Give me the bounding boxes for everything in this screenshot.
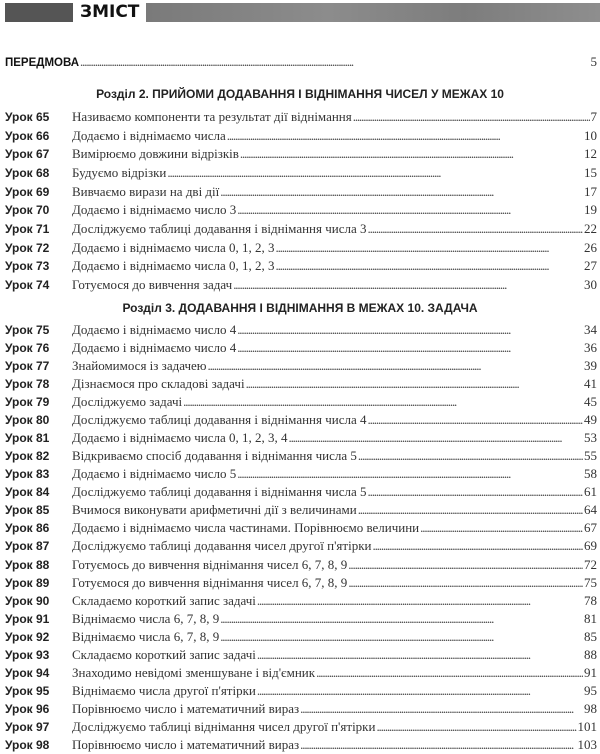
lesson-title: Порівнюємо число і математичний вираз (72, 736, 300, 752)
lesson-title: Складаємо короткий запис задачі (72, 592, 256, 608)
dot-leader (275, 239, 583, 257)
toc-entry[interactable] (5, 646, 597, 664)
dot-leader (220, 183, 583, 201)
toc-entry[interactable] (5, 447, 597, 465)
lesson-number: Урок 91 (5, 611, 50, 626)
lesson-number: Урок 84 (5, 485, 50, 500)
banner-bar-left (5, 3, 73, 22)
page-number: 69 (584, 538, 597, 554)
page-number: 34 (584, 322, 597, 337)
lesson-title: Вчимося виконувати арифметичні дії з величинами (72, 502, 357, 518)
lesson-number: Урок 70 (5, 203, 50, 218)
lesson-number: Урок 81 (5, 431, 50, 446)
dot-leader (348, 556, 583, 574)
toc-entry[interactable] (5, 574, 597, 592)
dot-leader (257, 682, 583, 700)
lesson-number: Урок 76 (5, 341, 50, 356)
lesson-number: Урок 89 (5, 575, 50, 590)
lesson-number: Урок 98 (5, 737, 50, 752)
toc-entry[interactable] (5, 339, 597, 357)
page-number: 45 (584, 394, 597, 410)
page-number: 101 (577, 718, 597, 734)
page-number: 95 (584, 682, 597, 698)
toc-entry[interactable] (5, 164, 597, 182)
dot-leader (167, 164, 583, 182)
lesson-number: Урок 79 (5, 395, 50, 410)
banner-bar-right (146, 3, 600, 22)
lesson-number: Урок 67 (5, 147, 50, 162)
lesson-number: Урок 85 (5, 503, 50, 518)
toc-entry[interactable] (5, 276, 597, 294)
lesson-title: Досліджуємо таблиці віднімання чисел другої п'ятірки (72, 718, 376, 734)
toc-entry[interactable] (5, 375, 597, 393)
lesson-number: Урок 75 (5, 323, 50, 337)
toc-entry[interactable] (5, 592, 597, 610)
lesson-title: Віднімаємо числа 6, 7, 8, 9 (72, 610, 220, 626)
page-number: 39 (584, 358, 597, 374)
lesson-number: Урок 97 (5, 719, 50, 734)
page-number: 10 (584, 127, 597, 143)
section-heading: Розділ 3. ДОДАВАННЯ І ВІДНІМАННЯ В МЕЖАХ 10. ЗАДАЧА (122, 301, 478, 315)
lesson-title: Готуємося до вивчення віднімання чисел 6, 7, 8, 9 (72, 574, 348, 590)
page-number: 85 (584, 628, 597, 644)
lesson-title: Вимірюємо довжини відрізків (72, 146, 239, 162)
page-number: 98 (584, 700, 597, 716)
lesson-number: Урок 77 (5, 359, 50, 374)
dot-leader (420, 519, 583, 537)
dot-leader (358, 501, 583, 519)
lesson-number: Урок 92 (5, 629, 50, 644)
lesson-title: Додаємо і віднімаємо число 3 (72, 202, 237, 218)
lesson-number: Урок 71 (5, 221, 50, 236)
section-heading: Розділ 2. ПРИЙОМИ ДОДАВАННЯ І ВІДНІМАННЯ ЧИСЕЛ У МЕЖАХ 10 (96, 87, 504, 101)
page-number: 36 (584, 340, 597, 356)
lesson-title: Віднімаємо числа 6, 7, 8, 9 (72, 628, 220, 644)
lesson-number: Урок 94 (5, 665, 50, 680)
page-number: 55 (584, 448, 597, 464)
toc-entry-preface[interactable] (5, 53, 597, 72)
dot-leader (237, 339, 583, 357)
lesson-title: Готуємося до вивчення задач (72, 276, 233, 292)
toc-entry[interactable] (5, 220, 597, 238)
page-number: 17 (584, 183, 597, 199)
dot-leader (237, 201, 583, 219)
page-number: 26 (584, 239, 597, 255)
dot-leader (183, 393, 583, 411)
toc-entry[interactable] (5, 537, 597, 555)
dot-leader (275, 257, 583, 275)
page-number: 27 (584, 258, 597, 274)
page-number: 49 (584, 412, 597, 428)
lesson-number: Урок 86 (5, 521, 50, 536)
lesson-title: Досліджуємо таблиці додавання чисел другої п'ятірки (72, 538, 372, 554)
lesson-title: Додаємо і віднімаємо числа (72, 127, 226, 143)
toc-entry[interactable] (5, 483, 597, 501)
toc-entry[interactable] (5, 108, 597, 126)
toc-entry[interactable] (5, 700, 597, 718)
lesson-title: Додаємо і віднімаємо числа 0, 1, 2, 3, 4 (72, 430, 288, 446)
dot-leader (257, 592, 583, 610)
lesson-title: Досліджуємо таблиці додавання і віднімання числа 4 (72, 412, 367, 428)
toc-entry[interactable] (5, 145, 597, 163)
page-number: 15 (584, 164, 597, 180)
lesson-number: Урок 95 (5, 683, 50, 698)
dot-leader (288, 429, 583, 447)
lesson-title: Досліджуємо задачі (72, 394, 183, 410)
dot-leader (300, 736, 576, 754)
lesson-title: Досліджуємо таблиці додавання і віднімання числа 3 (72, 220, 367, 236)
toc-entry[interactable] (5, 357, 597, 375)
dot-leader (237, 465, 583, 483)
page-number: 103 (577, 736, 597, 752)
dot-leader (368, 483, 584, 501)
dot-leader (368, 220, 584, 238)
lesson-number: Урок 90 (5, 593, 50, 608)
toc-entry[interactable] (5, 465, 597, 483)
page-number: 5 (590, 54, 597, 69)
lesson-title: Порівнюємо число і математичний вираз (72, 700, 300, 716)
toc-entry[interactable] (5, 556, 597, 574)
page-number: 81 (584, 610, 597, 626)
toc-entry[interactable] (5, 411, 597, 429)
dot-leader (80, 53, 589, 71)
lesson-number: Урок 68 (5, 165, 50, 180)
dot-leader (207, 357, 583, 375)
lesson-title: Додаємо і віднімаємо числа 0, 1, 2, 3 (72, 239, 275, 255)
page-number: 91 (584, 664, 597, 680)
dot-leader (353, 108, 590, 126)
dot-leader (240, 145, 583, 163)
dot-leader (372, 537, 583, 555)
toc-entry[interactable] (5, 127, 597, 145)
toc-entry[interactable] (5, 664, 597, 682)
lesson-number: Урок 88 (5, 557, 50, 572)
page-title: ЗМІСТ (80, 2, 140, 22)
toc-entry[interactable] (5, 321, 597, 339)
lesson-title: Готуємось до вивчення віднімання чисел 6, 7, 8, 9 (72, 556, 348, 572)
dot-leader (220, 610, 583, 628)
toc-entry[interactable] (5, 736, 597, 754)
lesson-number: Урок 69 (5, 184, 50, 199)
page-number: 75 (584, 574, 597, 590)
page-number: 78 (584, 592, 597, 608)
dot-leader (220, 628, 583, 646)
lesson-title: Додаємо і віднімаємо числа 0, 1, 2, 3 (72, 258, 275, 274)
dot-leader (237, 321, 583, 339)
toc-entry[interactable] (5, 519, 597, 537)
lesson-number: Урок 80 (5, 413, 50, 428)
lesson-number: Урок 73 (5, 259, 50, 274)
lesson-title: Додаємо і віднімаємо число 4 (72, 322, 237, 337)
dot-leader (376, 718, 576, 736)
page-number: 22 (584, 220, 597, 236)
toc-entry[interactable] (5, 257, 597, 275)
dot-leader (227, 127, 583, 145)
lesson-title: Досліджуємо таблиці додавання і віднімання числа 5 (72, 484, 367, 500)
lesson-title: Знаходимо невідомі зменшуване і від'ємник (72, 664, 316, 680)
lesson-number: Урок 87 (5, 539, 50, 554)
page-number: 61 (584, 484, 597, 500)
dot-leader (257, 646, 583, 664)
toc-entry[interactable] (5, 201, 597, 219)
lesson-title: Відкриваємо спосіб додавання і віднімання числа 5 (72, 448, 357, 464)
toc-entry[interactable] (5, 718, 597, 736)
lesson-title: Називаємо компоненти та результат дії віднімання (72, 109, 352, 124)
lesson-title: Додаємо і віднімаємо число 4 (72, 340, 237, 356)
toc-entry[interactable] (5, 610, 597, 628)
lesson-number: Урок 96 (5, 701, 50, 716)
dot-leader (300, 700, 583, 718)
lesson-number: Урок 74 (5, 277, 50, 292)
toc-entry[interactable] (5, 628, 597, 646)
toc-entry[interactable] (5, 239, 597, 257)
dot-leader (358, 447, 583, 465)
page-number: 7 (590, 109, 597, 124)
toc-entry[interactable] (5, 501, 597, 519)
lesson-number: Урок 82 (5, 449, 50, 464)
lesson-title: Вивчаємо вирази на дві дії (72, 183, 220, 199)
page-number: 53 (584, 430, 597, 446)
page-number: 88 (584, 646, 597, 662)
lesson-title: Віднімаємо числа другої п'ятірки (72, 682, 256, 698)
header-banner (0, 3, 600, 23)
page-number: 19 (584, 202, 597, 218)
toc-entry[interactable] (5, 429, 597, 447)
page-number: 58 (584, 466, 597, 482)
lesson-title: Додаємо і віднімаємо число 5 (72, 466, 237, 482)
lesson-title: Будуємо відрізки (72, 164, 167, 180)
lesson-title: Знайомимося із задачею (72, 358, 207, 374)
page-number: 12 (584, 146, 597, 162)
dot-leader (316, 664, 583, 682)
preface-label: ПЕРЕДМОВА (5, 57, 80, 69)
lesson-number: Урок 65 (5, 110, 50, 124)
dot-leader (348, 574, 583, 592)
lesson-number: Урок 83 (5, 467, 50, 482)
page-number: 64 (584, 502, 597, 518)
dot-leader (368, 411, 584, 429)
page-number: 41 (584, 376, 597, 392)
dot-leader (246, 375, 583, 393)
lesson-number: Урок 78 (5, 377, 50, 392)
lesson-title: Додаємо і віднімаємо числа частинами. Порівнюємо величини (72, 520, 420, 536)
lesson-title: Складаємо короткий запис задачі (72, 646, 256, 662)
lesson-number: Урок 72 (5, 240, 50, 255)
toc-entry[interactable] (5, 682, 597, 700)
lesson-number: Урок 66 (5, 128, 50, 143)
toc-entry[interactable] (5, 393, 597, 411)
page-number: 30 (584, 276, 597, 292)
dot-leader (233, 276, 583, 294)
toc-entry[interactable] (5, 183, 597, 201)
lesson-title: Дізнаємося про складові задачі (72, 376, 245, 392)
page-number: 67 (584, 520, 597, 536)
lesson-number: Урок 93 (5, 647, 50, 662)
page-number: 72 (584, 556, 597, 572)
